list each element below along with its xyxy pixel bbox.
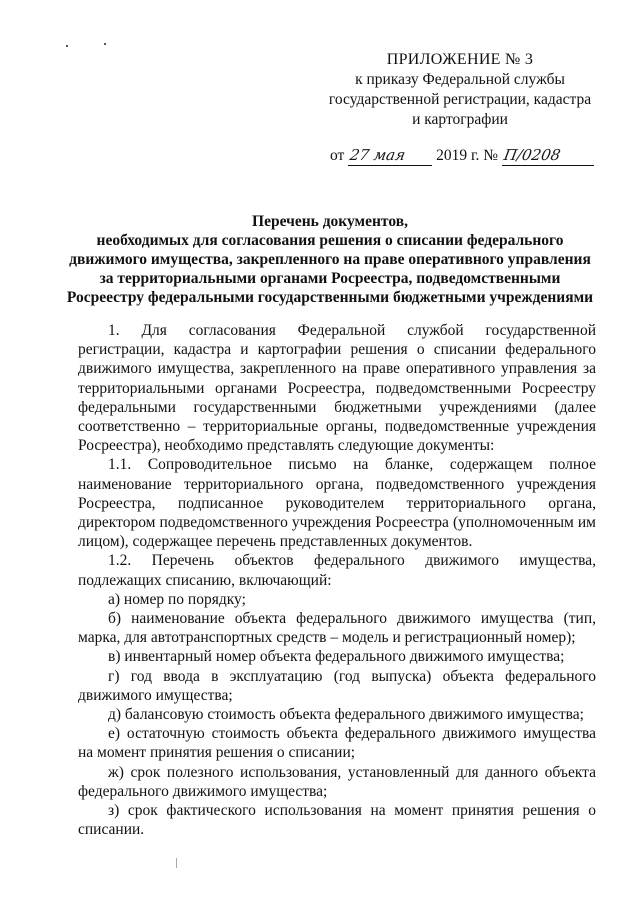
- scan-speck: [66, 45, 68, 47]
- list-item: д) балансовую стоимость объекта федерального движимого имущества;: [108, 706, 584, 724]
- heading-line: Росреестру федеральными государственными бюджетными учреждениями: [66, 289, 594, 306]
- list-item: в) инвентарный номер объекта федерального движимого имущества;: [108, 648, 565, 666]
- document-heading: [60, 212, 600, 307]
- annex-line: и картографии: [412, 111, 508, 128]
- paragraph: 1.1. Сопроводительное письмо на бланке, содержащем полное наименование территориального органа, подведомственного учреждения Росреестра, подписанное руководителем территориального органа, директором подведомственного учреждения Росреестра (уполномоченным им лицом), содержащее перечень представленных документов.: [78, 456, 596, 551]
- annex-line: государственной регистрации, кадастра: [328, 91, 592, 108]
- handwritten-date: 27 мая: [348, 146, 407, 164]
- paragraph: 1. Для согласования Федеральной службой государственной регистрации, кадастра и картографии решения о списании федерального движимого имущества, закрепленного на праве оперативного управления за территориальными органами Росреестра, подведомственными Росреестру федеральными государственными бюджетными учреждениями (далее соответственно – территориальные органы, подведомственные учреждения Росреестра), необходимо представлять следующие документы:: [78, 322, 596, 455]
- heading-line: Перечень документов,: [252, 213, 408, 230]
- list-item: е) остаточную стоимость объекта федерального движимого имущества на момент принятия решения о списании;: [78, 725, 596, 762]
- list-item: г) год ввода в эксплуатацию (год выпуска) объекта федерального движимого имущества;: [78, 667, 596, 704]
- list-item: а) номер по порядку;: [108, 590, 246, 608]
- order-prefix: от: [330, 147, 345, 164]
- annex-title: ПРИЛОЖЕНИЕ № 3: [386, 51, 534, 68]
- list-item: ж) срок полезного использования, установленный для данного объекта федерального движимого имущества;: [78, 763, 596, 800]
- scan-speck: [176, 858, 177, 868]
- annex-line: к приказу Федеральной службы: [355, 71, 565, 88]
- scan-speck: [104, 43, 106, 45]
- order-reference: [330, 146, 610, 166]
- annex-block: [300, 50, 620, 130]
- heading-line: за территориальными органами Росреестра, подведомственными: [99, 270, 561, 287]
- order-number-field: [502, 147, 594, 166]
- handwritten-number: П/0208: [502, 146, 562, 164]
- document-body: [78, 321, 596, 839]
- heading-line: движимого имущества, закрепленного на праве оперативного управления: [69, 251, 591, 268]
- heading-line: необходимых для согласования решения о списании федерального: [96, 232, 564, 249]
- paragraph: 1.2. Перечень объектов федерального движимого имущества, подлежащих списанию, включающий:: [78, 552, 596, 589]
- list-item: з) срок фактического использования на момент принятия решения о списании.: [78, 802, 596, 839]
- order-year: 2019 г. №: [436, 147, 499, 164]
- order-date-field: [348, 147, 432, 166]
- list-item: б) наименование объекта федерального движимого имущества (тип, марка, для автотранспортных средств – модель и регистрационный номер);: [78, 610, 596, 647]
